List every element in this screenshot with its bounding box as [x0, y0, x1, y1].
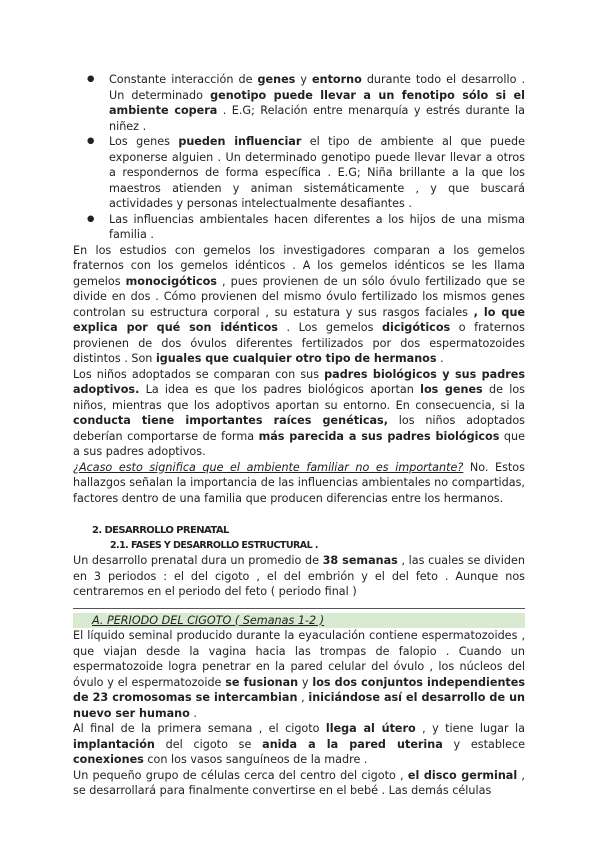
- text-run: No. Estos hallazgos señalan la importancia de las influencias ambientales no compartidas, factores dentro de una familia que producen diferencias entre los hermanos.: [73, 460, 525, 505]
- period-heading-text: A. PERIODO DEL CIGOTO ( Semanas 1-2 ): [92, 613, 325, 627]
- text-run: o fraternos provienen de dos óvulos diferentes fertilizados por dos espermatozoides distintos . Son: [73, 321, 525, 365]
- text-run: , las cuales se dividen en 3 periodos : el del cigoto , el del embrión y el del feto . Aunque nos centraremos en el periodo del feto ( periodo final ): [73, 554, 525, 598]
- bold-run: implantación: [73, 737, 155, 751]
- text-run: Un desarrollo prenatal dura un promedio de: [73, 554, 323, 567]
- text-run: Las influencias ambientales hacen diferentes a los hijos de una misma familia .: [109, 212, 525, 241]
- text-run: y establece: [442, 737, 526, 751]
- text-run: La idea es que los padres biológicos aportan: [139, 383, 421, 396]
- paragraph-germinal-disc: [73, 768, 525, 799]
- text-run: Los genes: [109, 135, 179, 148]
- paragraph-adopted: [73, 367, 525, 460]
- bold-run: monocigóticos: [125, 274, 217, 288]
- text-run: , se desarrollará para finalmente convertirse en el bebé . Las demás células: [73, 768, 525, 797]
- text-run: de los niños, mientras que los adoptivos aportan su entorno. En consecuencia, si la: [73, 383, 525, 412]
- bold-run: genes: [257, 73, 296, 86]
- bold-run: genotipo puede llevar a un fenotipo sólo si el ambiente copera: [109, 88, 525, 117]
- text-run: y: [295, 73, 313, 86]
- page-content: [73, 72, 525, 799]
- bold-run: padres biológicos y sus padres adoptivos.: [73, 367, 525, 396]
- text-run: Al final de la primera semana , el cigoto: [73, 722, 326, 735]
- text-run: El líquido seminal producido durante la eyaculación contiene espermatozoides , que viajan desde la vagina hacia las trompas de falopio . Cuando un espermatozoide logra penetrar en la pared celular del óvulo , los núcleos del óvulo y el espermatozoide: [73, 629, 525, 689]
- text-run: , pues provienen de un sólo óvulo fertilizado que se divide en dos . Cómo provienen del mismo óvulo fertilizado los mismos genes controlan su estructura corporal , su estatura y sus rasgos faciales: [73, 274, 525, 319]
- bullet-genes-influence: [73, 134, 525, 212]
- paragraph-twins: [73, 243, 525, 367]
- bullet-gene-environment: [73, 72, 525, 134]
- text-run: En los estudios con gemelos los investigadores comparan a los gemelos fraternos con los gemelos idénticos . A los gemelos idénticos se les llama gemelos: [73, 243, 525, 288]
- horizontal-divider: [73, 608, 525, 609]
- text-run: Un pequeño grupo de células cerca del centro del cigoto ,: [73, 768, 408, 782]
- text-run: que a sus padres adoptivos.: [73, 429, 525, 458]
- bold-run: , lo que explica por qué son idénticos: [73, 305, 525, 334]
- text-run: .: [436, 352, 444, 365]
- text-run: del cigoto se: [154, 737, 263, 751]
- text-run: los niños adoptados deberían comportarse de forma: [73, 414, 525, 443]
- paragraph-family-environment: [73, 460, 525, 507]
- bold-run: los dos conjuntos independientes de 23 cromosomas se intercambian: [73, 675, 526, 704]
- text-run: Constante interacción de: [109, 73, 258, 86]
- paragraph-prenatal-intro: [73, 553, 525, 600]
- bold-run: iguales que cualquier otro tipo de hermanos: [155, 352, 437, 365]
- bold-run: 38 semanas: [322, 554, 398, 567]
- bullet-list: [73, 72, 525, 243]
- bold-run: anida a la pared uterina: [262, 737, 443, 751]
- bold-run: iniciándose así el desarrollo de un nuevo ser humano: [73, 691, 525, 720]
- bold-run: entorno: [312, 73, 362, 86]
- text-run: ,: [297, 691, 309, 704]
- text-run: durante todo el desarrollo . Un determinado: [109, 73, 526, 102]
- bold-run: conexiones: [73, 753, 144, 766]
- text-run: . E.G; Relación entre menarquía y estrés durante la niñez .: [109, 104, 525, 133]
- text-run: Los niños adoptados se comparan con sus: [73, 367, 325, 381]
- question-run: ¿Acaso esto significa que el ambiente familiar no es importante?: [73, 460, 464, 474]
- bullet-environmental-influences: [73, 212, 525, 243]
- text-run: el tipo de ambiente al que puede exponerse alguien . Un determinado genotipo puede llevar llevar a otros a respondernos de forma específica . E.G; Niña brillante a la que los maestros atienden y animan sistemáticamente , y que buscará actividades y personas intelectualmente desafiantes .: [109, 135, 525, 210]
- text-run: con los vasos sanguíneos de la madre .: [143, 753, 368, 766]
- section-heading-prenatal: 2. DESARROLLO PRENATAL: [92, 525, 229, 536]
- bold-run: los genes: [420, 383, 483, 396]
- bold-run: más parecida a sus padres biológicos: [258, 429, 500, 443]
- bold-run: se fusionan: [225, 675, 299, 689]
- paragraph-zygote-implantation: [73, 721, 525, 768]
- paragraph-zygote-fertilization: [73, 628, 525, 721]
- text-run: .: [189, 706, 197, 720]
- text-run: , y tiene lugar la: [415, 722, 525, 735]
- bold-run: llega al útero: [325, 722, 416, 735]
- bold-run: dicigóticos: [382, 321, 451, 334]
- bold-run: conducta tiene importantes raíces genéticas,: [73, 414, 388, 427]
- subsection-heading-phases: 2.1. FASES Y DESARROLLO ESTRUCTURAL .: [110, 540, 318, 551]
- bold-run: pueden influenciar: [178, 135, 302, 148]
- text-run: . Los gemelos: [277, 321, 382, 334]
- period-heading-zygote: [73, 613, 525, 629]
- text-run: y: [298, 675, 313, 689]
- bold-run: el disco germinal: [407, 768, 518, 782]
